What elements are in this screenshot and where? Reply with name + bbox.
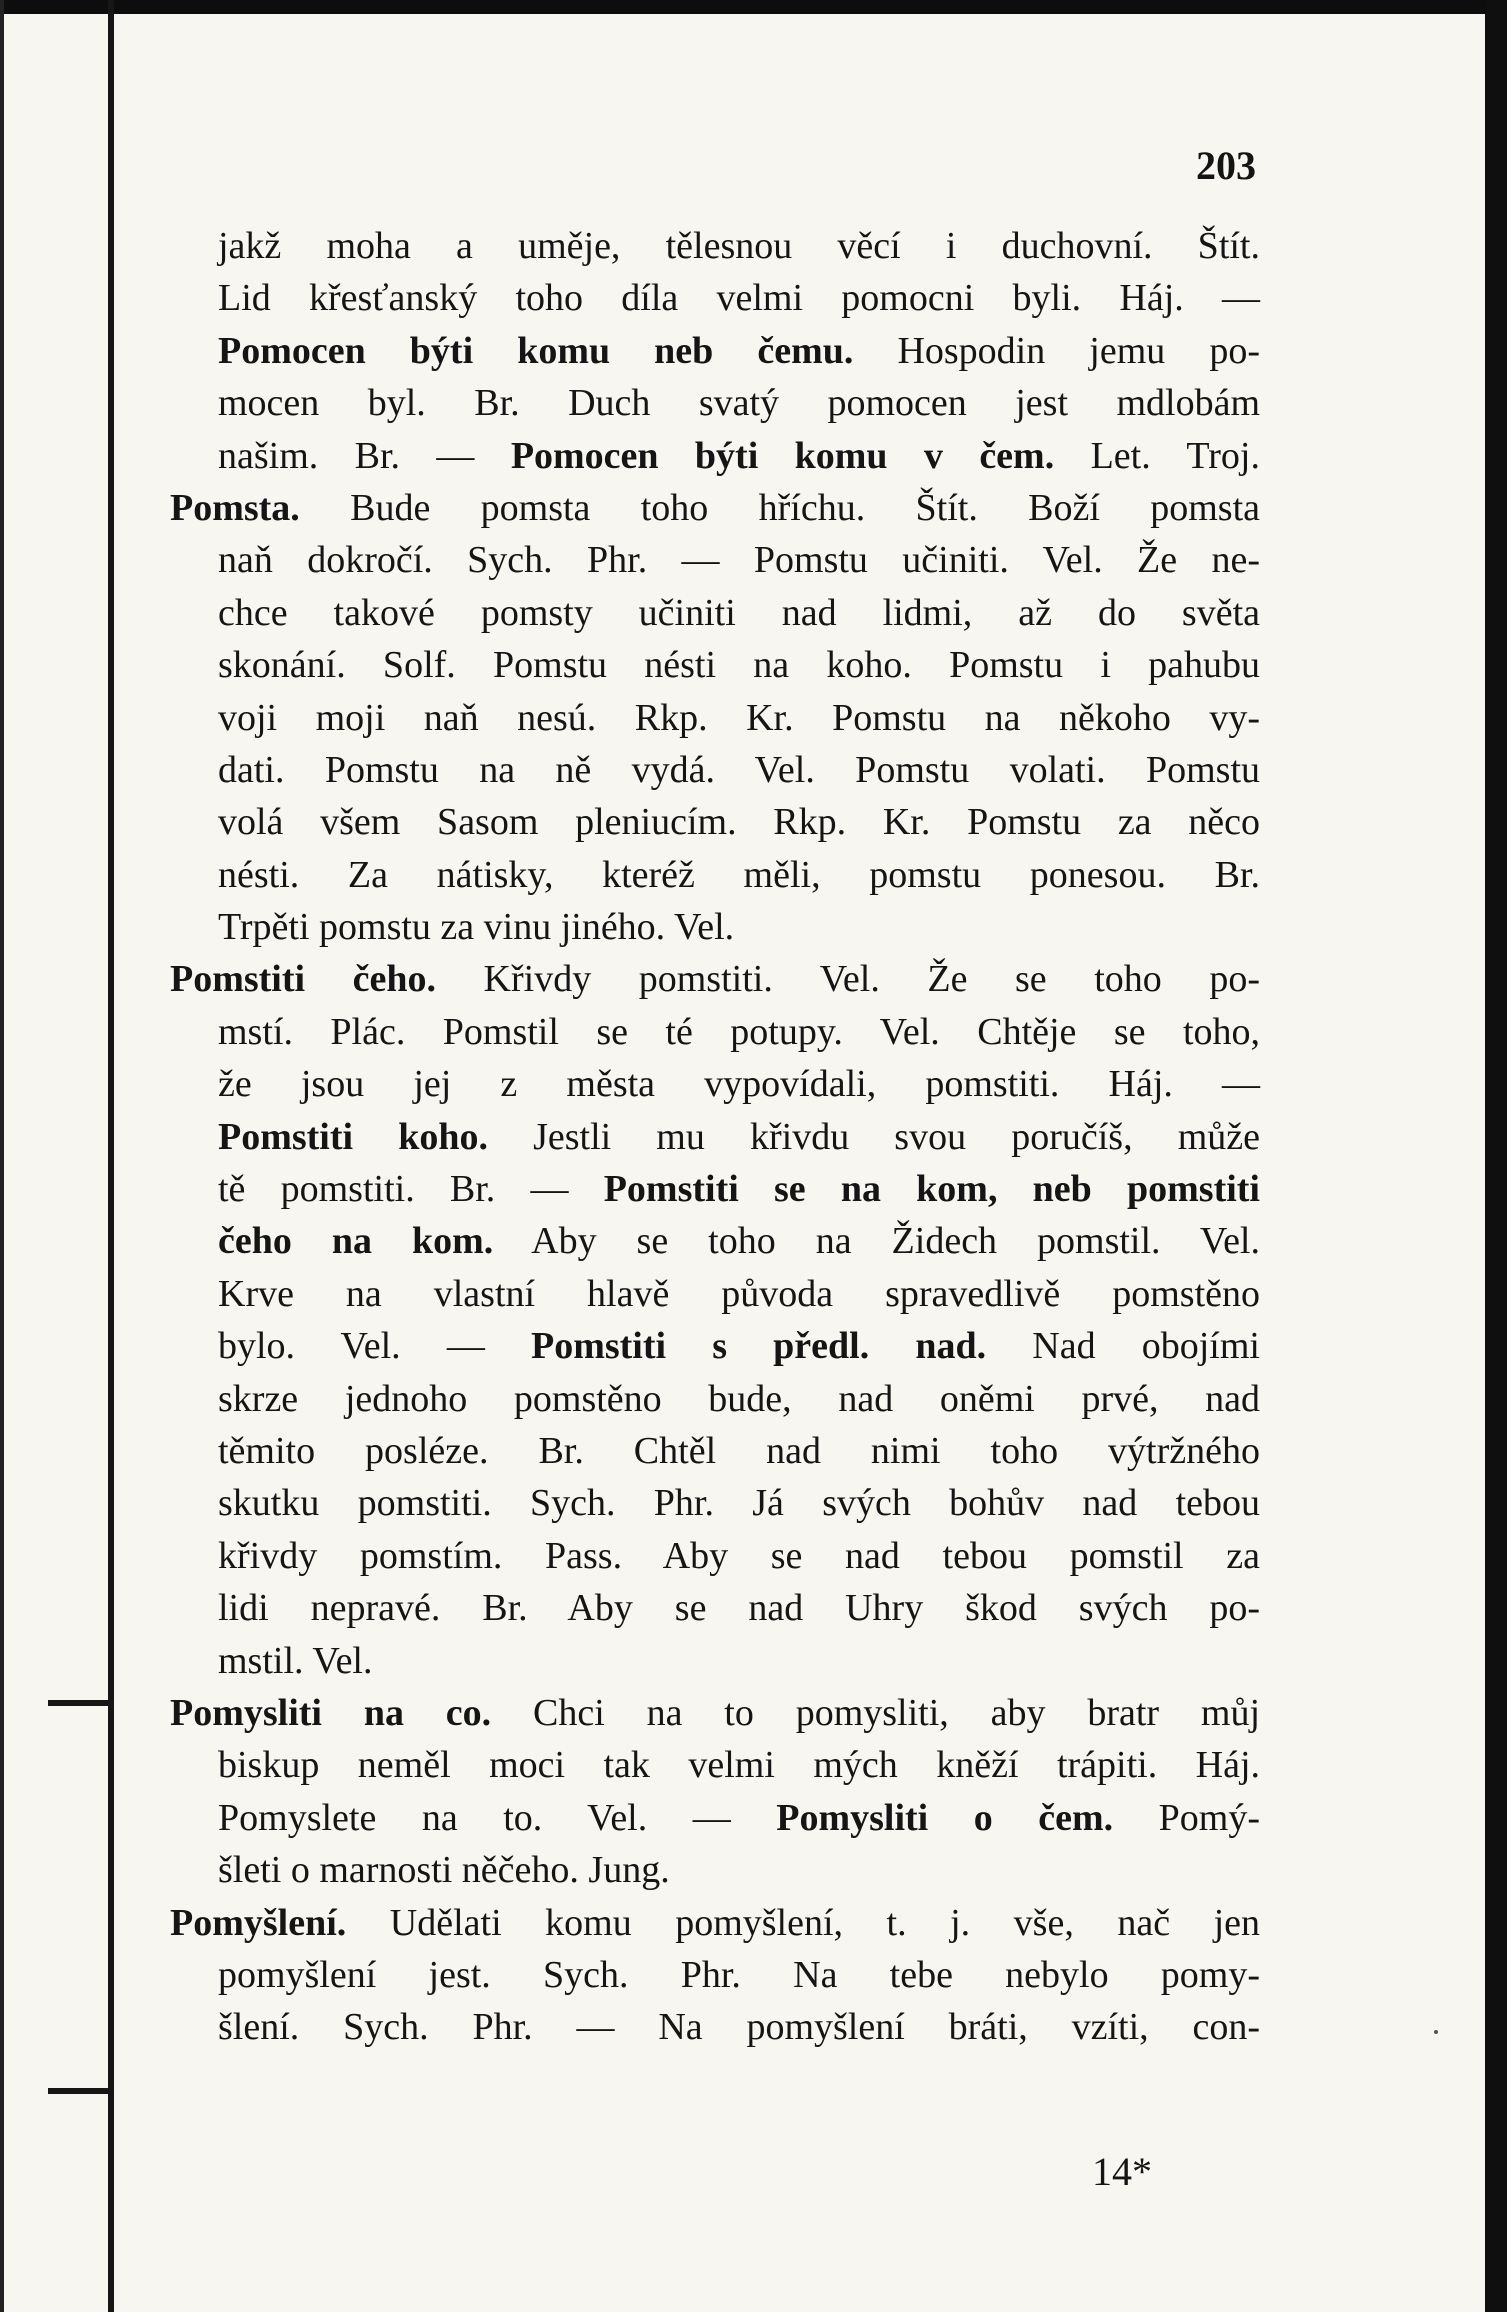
text-line [218,849,1260,901]
text-line [218,1373,1260,1425]
text-line [218,1163,1260,1215]
text-line [218,1844,1260,1896]
text-line [218,1058,1260,1110]
text-run: těmito posléze. Br. Chtěl nad nimi toho výtržného [218,1429,1260,1472]
text-run: Pomý- [1113,1796,1260,1839]
binding-gutter-line [108,0,114,2312]
text-run: Křivdy pomstiti. Vel. Že se toho po- [436,958,1260,1001]
text-line [218,325,1260,377]
text-run: Jestli mu křivdu svou poručíš, může [487,1115,1260,1158]
text-line [218,587,1260,639]
text-line [218,796,1260,848]
text-run: že jsou jej z města vypovídali, pomstiti. Háj. — [218,1063,1260,1106]
text-run: mocen byl. Br. Duch svatý pomocen jest mdlobám [218,382,1260,425]
text-line [218,220,1260,272]
headword: Pomsta. [170,486,300,529]
entry-headword-line [170,1897,1260,1949]
text-line [218,1320,1260,1372]
headword: Pomstiti koho. [218,1115,488,1158]
text-run: bylo. Vel. — [218,1325,531,1368]
printer-signature-mark: 14* [1092,2149,1152,2194]
text-line [218,1530,1260,1582]
headword: Pomysliti na co. [170,1691,492,1734]
text-line [218,1111,1260,1163]
text-run: dati. Pomstu na ně vydá. Vel. Pomstu volati. Pomstu [218,748,1260,791]
text-line [218,2001,1260,2053]
text-run: Lid křesťanský toho díla velmi pomocni byli. Háj. — [218,277,1260,320]
text-run: Udělati komu pomyšlení, t. j. vše, nač jen [346,1901,1260,1944]
text-line [218,1582,1260,1634]
text-run: skonání. Solf. Pomstu nésti na koho. Pomstu i pahubu [218,644,1260,687]
dictionary-text [170,220,1260,2054]
text-run: šleti o marnosti něčeho. Jung. [218,1849,670,1892]
headword: Pomocen býti komu neb čemu. [218,329,854,372]
text-line [218,534,1260,586]
text-line [218,377,1260,429]
text-line [218,1425,1260,1477]
text-run: mstí. Plác. Pomstil se té potupy. Vel. Chtěje se toho, [218,1010,1260,1053]
text-run: skutku pomstiti. Sych. Phr. Já svých bohův nad tebou [218,1482,1260,1525]
text-run: jakž moha a uměje, tělesnou věcí i duchovní. Štít. [218,225,1260,267]
text-run: biskup neměl moci tak velmi mých kněží trápiti. Háj. [218,1744,1260,1787]
scan-left-edge [0,0,4,2312]
entry-headword-line [170,1687,1260,1739]
text-line [218,692,1260,744]
text-run: našim. Br. — [218,434,511,477]
text-line [218,272,1260,324]
text-line [218,1477,1260,1529]
gutter-mark [48,1700,112,1706]
text-run: křivdy pomstím. Pass. Aby se nad tebou pomstil za [218,1534,1260,1577]
scan-top-edge [0,0,1507,14]
text-line [218,1006,1260,1058]
text-run: Hospodin jemu po- [853,329,1260,372]
headword: Pomstiti se na kom, neb pomstiti [603,1168,1260,1211]
text-run: tě pomstiti. Br. — [218,1168,604,1211]
text-line [218,1635,1260,1687]
text-run: nésti. Za nátisky, kteréž měli, pomstu ponesou. Br. [218,853,1260,896]
text-run: Nad obojími [986,1325,1260,1368]
headword: Pomysliti o čem. [776,1796,1114,1839]
text-line [218,639,1260,691]
text-line [218,1268,1260,1320]
text-run: lidi nepravé. Br. Aby se nad Uhry škod svých po- [218,1587,1260,1630]
text-run: Krve na vlastní hlavě původa spravedlivě pomstěno [218,1272,1260,1315]
headword: Pomocen býti komu v čem. [510,434,1055,477]
headword: Pomstiti čeho. [170,958,436,1001]
text-line [218,430,1260,482]
text-run: voji moji naň nesú. Rkp. Kr. Pomstu na někoho vy- [218,696,1260,739]
text-run: Bude pomsta toho hříchu. Štít. Boží pomsta [299,486,1260,529]
headword: Pomyšlení. [170,1901,347,1944]
text-line [218,1949,1260,2001]
headword: Pomstiti s předl. nad. [530,1325,987,1368]
scan-right-edge [1485,0,1507,2312]
text-run: mstil. Vel. [218,1639,373,1682]
gutter-mark [48,2088,112,2094]
text-run: Let. Troj. [1054,434,1260,477]
text-run: pomyšlení jest. Sych. Phr. Na tebe nebylo pomy- [218,1953,1260,1996]
text-line [218,1739,1260,1791]
text-run: Pomyslete na to. Vel. — [218,1796,777,1839]
dust-speck [1434,2030,1438,2034]
text-run: chce takové pomsty učiniti nad lidmi, až do světa [218,591,1260,634]
text-run: skrze jednoho pomstěno bude, nad oněmi prvé, nad [218,1377,1260,1420]
text-line [218,1792,1260,1844]
entry-headword-line [170,482,1260,534]
text-run: Aby se toho na Židech pomstil. Vel. [493,1220,1260,1263]
entry-headword-line [170,953,1260,1005]
text-run: šlení. Sych. Phr. — Na pomyšlení bráti, vzíti, con- [218,2006,1260,2049]
page-number: 203 [1196,143,1256,188]
text-run: Chci na to pomysliti, aby bratr můj [491,1691,1260,1734]
text-run: volá všem Sasom pleniucím. Rkp. Kr. Pomstu za něco [218,801,1260,844]
text-line [218,744,1260,796]
text-line [218,1215,1260,1267]
text-run: naň dokročí. Sych. Phr. — Pomstu učiniti. Vel. Že ne- [218,539,1260,582]
text-line [218,901,1260,953]
headword: čeho na kom. [218,1220,494,1263]
text-run: Trpěti pomstu za vinu jiného. Vel. [218,906,735,949]
